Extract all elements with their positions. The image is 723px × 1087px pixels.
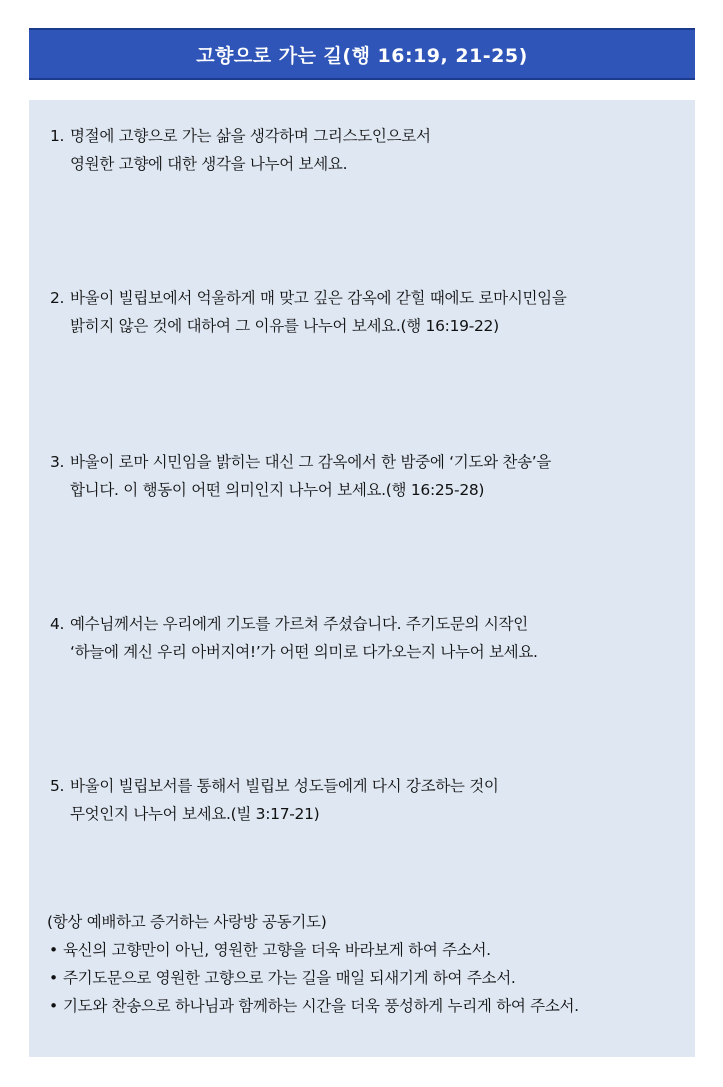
question-3-line-1	[50, 448, 690, 476]
question-text: 바울이 로마 시민임을 밝히는 대신 그 감옥에서 한 밤중에 ‘기도와 찬송’을	[70, 453, 552, 471]
question-5-line-2: 무엇인지 나누어 보세요.(빌 3:17-21)	[70, 805, 320, 823]
question-number: 1.	[50, 127, 65, 145]
prayer-item-text: 주기도문으로 영원한 고향으로 가는 길을 매일 되새기게 하여 주소서.	[63, 969, 516, 987]
question-3	[50, 448, 690, 504]
title-banner	[29, 28, 695, 80]
prayer-item-text: 육신의 고향만이 아닌, 영원한 고향을 더욱 바라보게 하여 주소서.	[63, 941, 491, 959]
question-text: 바울이 빌립보서를 통해서 빌립보 성도들에게 다시 강조하는 것이	[70, 777, 499, 795]
question-2-line-2: 밝히지 않은 것에 대하여 그 이유를 나누어 보세요.(행 16:19-22)	[70, 317, 499, 335]
bullet-icon: •	[49, 941, 58, 959]
question-4	[50, 610, 690, 666]
question-1	[50, 122, 690, 178]
question-5-line-1	[50, 772, 690, 800]
question-text: 명절에 고향으로 가는 삶을 생각하며 그리스도인으로서	[70, 127, 431, 145]
question-4-line-1	[50, 610, 690, 638]
question-4-line-2: ‘하늘에 계신 우리 아버지여!’가 어떤 의미로 다가오는지 나누어 보세요.	[70, 643, 538, 661]
question-3-line-2: 합니다. 이 행동이 어떤 의미인지 나누어 보세요.(행 16:25-28)	[70, 481, 485, 499]
common-prayer	[47, 908, 692, 1020]
bullet-icon: •	[49, 969, 58, 987]
question-2-line-1	[50, 284, 690, 312]
question-1-line-2: 영원한 고향에 대한 생각을 나누어 보세요.	[70, 155, 348, 173]
question-number: 2.	[50, 289, 65, 307]
page-title: 고향으로 가는 길(행 16:19, 21-25)	[196, 44, 528, 67]
prayer-item	[47, 992, 692, 1020]
question-number: 5.	[50, 777, 65, 795]
bullet-icon: •	[49, 997, 58, 1015]
prayer-item	[47, 936, 692, 964]
question-text: 예수님께서는 우리에게 기도를 가르쳐 주셨습니다. 주기도문의 시작인	[70, 615, 528, 633]
question-2	[50, 284, 690, 340]
prayer-item-text: 기도와 찬송으로 하나님과 함께하는 시간을 더욱 풍성하게 누리게 하여 주소서.	[63, 997, 579, 1015]
content-panel	[29, 100, 695, 1057]
prayer-item	[47, 964, 692, 992]
question-number: 3.	[50, 453, 65, 471]
question-number: 4.	[50, 615, 65, 633]
question-1-line-1	[50, 122, 690, 150]
question-5	[50, 772, 690, 828]
prayer-heading: (항상 예배하고 증거하는 사랑방 공동기도)	[47, 913, 327, 931]
question-text: 바울이 빌립보에서 억울하게 매 맞고 깊은 감옥에 갇힐 때에도 로마시민임을	[70, 289, 567, 307]
